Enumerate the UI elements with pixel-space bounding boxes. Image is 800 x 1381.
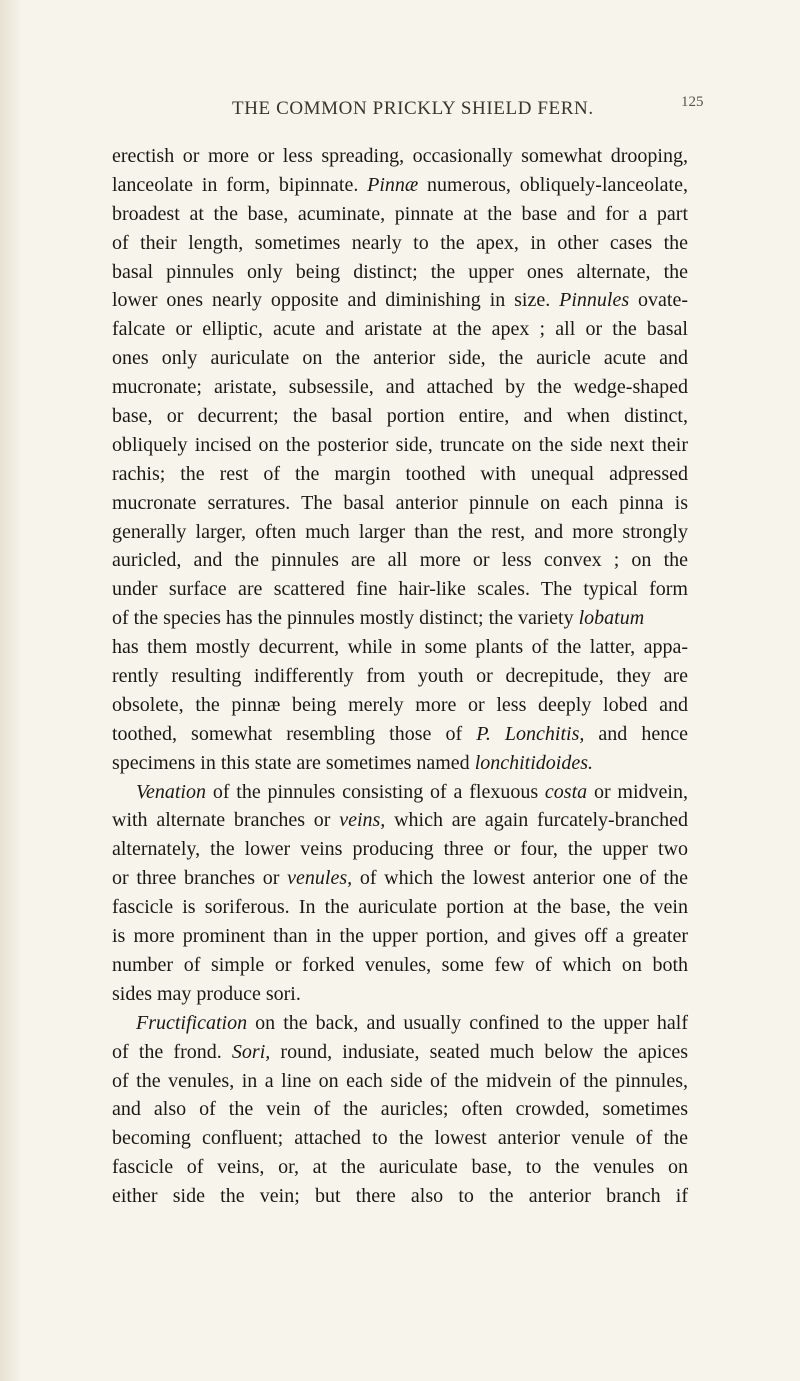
text-line xyxy=(112,229,688,258)
text-line xyxy=(112,200,688,229)
text-line xyxy=(112,604,688,633)
text-run: and also of the vein of the auricles; often crowded, sometimes xyxy=(112,1098,688,1121)
text-run: specimens in this state are sometimes named xyxy=(112,751,475,774)
text-run: rachis; the rest of the margin toothed with unequal adpressed xyxy=(112,462,688,485)
text-run: becoming confluent; attached to the lowest anterior venule of the xyxy=(112,1127,688,1150)
text-line xyxy=(112,720,688,749)
text-line xyxy=(112,546,688,575)
text-line xyxy=(112,1124,688,1153)
italic-text: venules, xyxy=(287,867,353,890)
text-line xyxy=(112,749,688,778)
text-run: generally larger, often much larger than the rest, and more strongly xyxy=(112,520,688,543)
italic-text: lobatum xyxy=(578,607,645,630)
text-run: with alternate branches or xyxy=(112,809,340,832)
text-run: obsolete, the pinnæ being merely more or less deeply lobed and xyxy=(112,693,688,716)
text-run: base, or decurrent; the basal portion entire, and when distinct, xyxy=(112,405,688,428)
text-line xyxy=(112,1067,688,1096)
text-line xyxy=(112,893,688,922)
text-run: or midvein, xyxy=(587,780,688,803)
text-run: fascicle of veins, or, at the auriculate base, to the venules on xyxy=(112,1156,688,1179)
text-line xyxy=(112,402,688,431)
text-run: auricled, and the pinnules are all more or less convex ; on the xyxy=(112,549,688,572)
italic-text: Pinnules xyxy=(559,289,630,312)
text-run: under surface are scattered fine hair-like scales. The typical form xyxy=(112,578,688,601)
text-line xyxy=(112,980,688,1009)
text-line xyxy=(112,778,688,807)
text-line xyxy=(112,835,688,864)
text-run: has them mostly decurrent, while in some plants of the latter, appa- xyxy=(112,636,688,659)
italic-text: P. Lonchitis, xyxy=(476,722,585,745)
text-run: of the species has the pinnules mostly distinct; the variety xyxy=(112,607,579,630)
text-run: of their length, sometimes nearly to the apex, in other cases the xyxy=(112,231,688,254)
text-run: on the back, and usually confined to the upper half xyxy=(247,1011,688,1034)
text-run: which are again furcately-branched xyxy=(385,809,688,832)
text-run: and hence xyxy=(584,722,689,745)
running-head xyxy=(0,94,800,130)
text-line xyxy=(112,575,688,604)
text-run: of which the lowest anterior one of the xyxy=(352,867,688,890)
text-line xyxy=(112,518,688,547)
text-run: ones only auriculate on the anterior side, the auricle acute and xyxy=(112,347,688,370)
text-line xyxy=(112,489,688,518)
text-run: of the frond. xyxy=(112,1040,232,1063)
text-line xyxy=(112,286,688,315)
text-run: mucronate; aristate, subsessile, and attached by the wedge-shaped xyxy=(112,376,688,399)
italic-text: Venation xyxy=(136,780,206,803)
text-run: alternately, the lower veins producing three or four, the upper two xyxy=(112,838,688,861)
body-text xyxy=(112,142,688,1211)
text-run: of the pinnules consisting of a flexuous xyxy=(206,780,545,803)
text-line xyxy=(112,258,688,287)
text-run: basal pinnules only being distinct; the upper ones alternate, the xyxy=(112,260,688,283)
text-run: or three branches or xyxy=(112,867,288,890)
text-run: falcate or elliptic, acute and aristate at the apex ; all or the basal xyxy=(112,318,688,341)
text-run: number of simple or forked venules, some few of which on both xyxy=(112,953,688,976)
text-run: mucronate serratures. The basal anterior pinnule on each pinna is xyxy=(112,491,688,514)
text-line xyxy=(112,1153,688,1182)
text-line xyxy=(112,633,688,662)
text-line xyxy=(112,315,688,344)
text-line xyxy=(112,922,688,951)
text-line xyxy=(112,662,688,691)
text-run: fascicle is soriferous. In the auriculate portion at the base, the vein xyxy=(112,896,688,919)
text-line xyxy=(112,171,688,200)
text-run: numerous, obliquely-lanceolate, xyxy=(418,173,688,196)
text-line xyxy=(112,344,688,373)
text-line xyxy=(112,373,688,402)
text-line xyxy=(112,864,688,893)
text-line xyxy=(112,1038,688,1067)
text-line xyxy=(112,431,688,460)
text-line xyxy=(112,691,688,720)
text-line xyxy=(112,142,688,171)
text-run: of the venules, in a line on each side of the midvein of the pinnules, xyxy=(112,1069,688,1092)
text-run: lower ones nearly opposite and diminishing in size. xyxy=(112,289,560,312)
italic-text: Pinnæ xyxy=(367,173,419,196)
italic-text: veins, xyxy=(339,809,386,832)
italic-text: Fructification xyxy=(136,1011,248,1034)
text-run: rently resulting indifferently from youth or decrepitude, they are xyxy=(112,665,688,688)
text-run: round, indusiate, seated much below the apices xyxy=(270,1040,688,1063)
text-line xyxy=(112,806,688,835)
text-line xyxy=(112,1095,688,1124)
italic-text: costa xyxy=(544,780,588,803)
text-run: broadest at the base, acuminate, pinnate at the base and for a part xyxy=(112,202,688,225)
text-line xyxy=(112,1182,688,1211)
italic-text: Sori, xyxy=(231,1040,271,1063)
italic-text: lonchitidoides. xyxy=(474,751,594,774)
text-run: erectish or more or less spreading, occasionally somewhat drooping, xyxy=(112,145,688,167)
text-run: obliquely incised on the posterior side, truncate on the side next their xyxy=(112,433,688,456)
text-line xyxy=(112,460,688,489)
text-run: ovate- xyxy=(629,289,688,312)
text-run: lanceolate in form, bipinnate. xyxy=(112,173,368,196)
text-line xyxy=(112,951,688,980)
text-run: either side the vein; but there also to the anterior branch if xyxy=(112,1185,688,1208)
running-title: THE COMMON PRICKLY SHIELD FERN. xyxy=(232,98,594,119)
text-line xyxy=(112,1009,688,1038)
text-run: sides may produce sori. xyxy=(112,982,301,1005)
page-number: 125 xyxy=(681,94,704,110)
text-run: toothed, somewhat resembling those of xyxy=(112,722,477,745)
text-run: is more prominent than in the upper portion, and gives off a greater xyxy=(112,925,688,948)
